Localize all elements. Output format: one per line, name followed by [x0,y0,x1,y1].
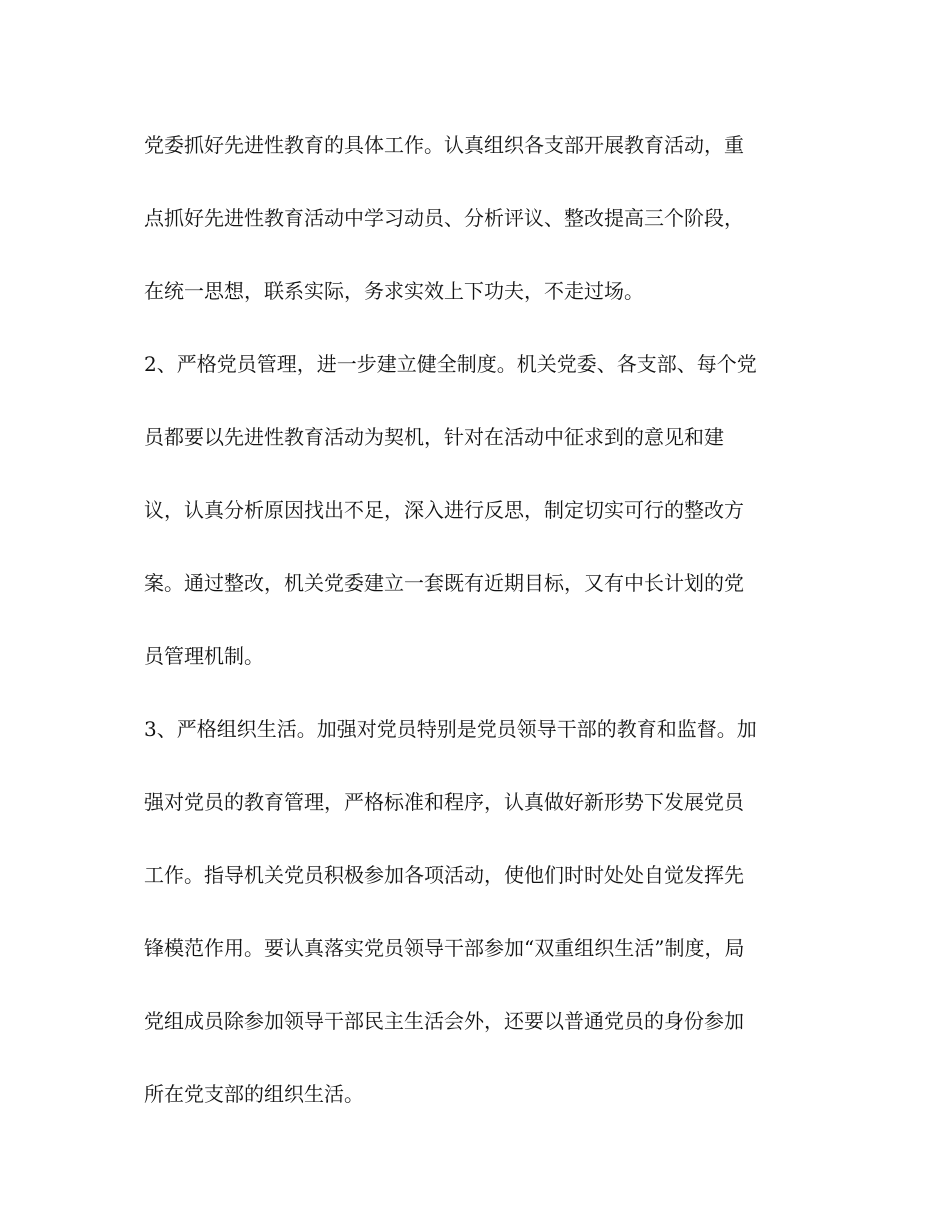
text-line: 案。通过整改，机关党委建立一套既有近期目标，又有中长计划的党 [144,571,744,595]
text-line: 员管理机制。 [144,644,264,668]
text-line: 3、严格组织生活。加强对党员特别是党员领导干部的教育和监督。加 [144,717,757,741]
text-line: 工作。指导机关党员积极参加各项活动，使他们时时处处自觉发挥先 [144,863,744,887]
text-line: 点抓好先进性教育活动中学习动员、分析评议、整改提高三个阶段， [144,206,744,230]
text-line: 党委抓好先进性教育的具体工作。认真组织各支部开展教育活动，重 [144,133,744,157]
text-line: 强对党员的教育管理，严格标准和程序，认真做好新形势下发展党员 [144,790,744,814]
text-line: 2、严格党员管理，进一步建立健全制度。机关党委、各支部、每个党 [144,352,757,376]
text-line: 议，认真分析原因找出不足，深入进行反思，制定切实可行的整改方 [144,498,744,522]
text-line: 党组成员除参加领导干部民主生活会外，还要以普通党员的身份参加 [144,1009,744,1033]
text-line: 所在党支部的组织生活。 [144,1082,364,1106]
text-line: 在统一思想，联系实际，务求实效上下功夫，不走过场。 [144,279,644,303]
text-line: 员都要以先进性教育活动为契机，针对在活动中征求到的意见和建 [144,425,724,449]
text-line: 锋模范作用。要认真落实党员领导干部参加“双重组织生活”制度，局 [144,936,745,960]
